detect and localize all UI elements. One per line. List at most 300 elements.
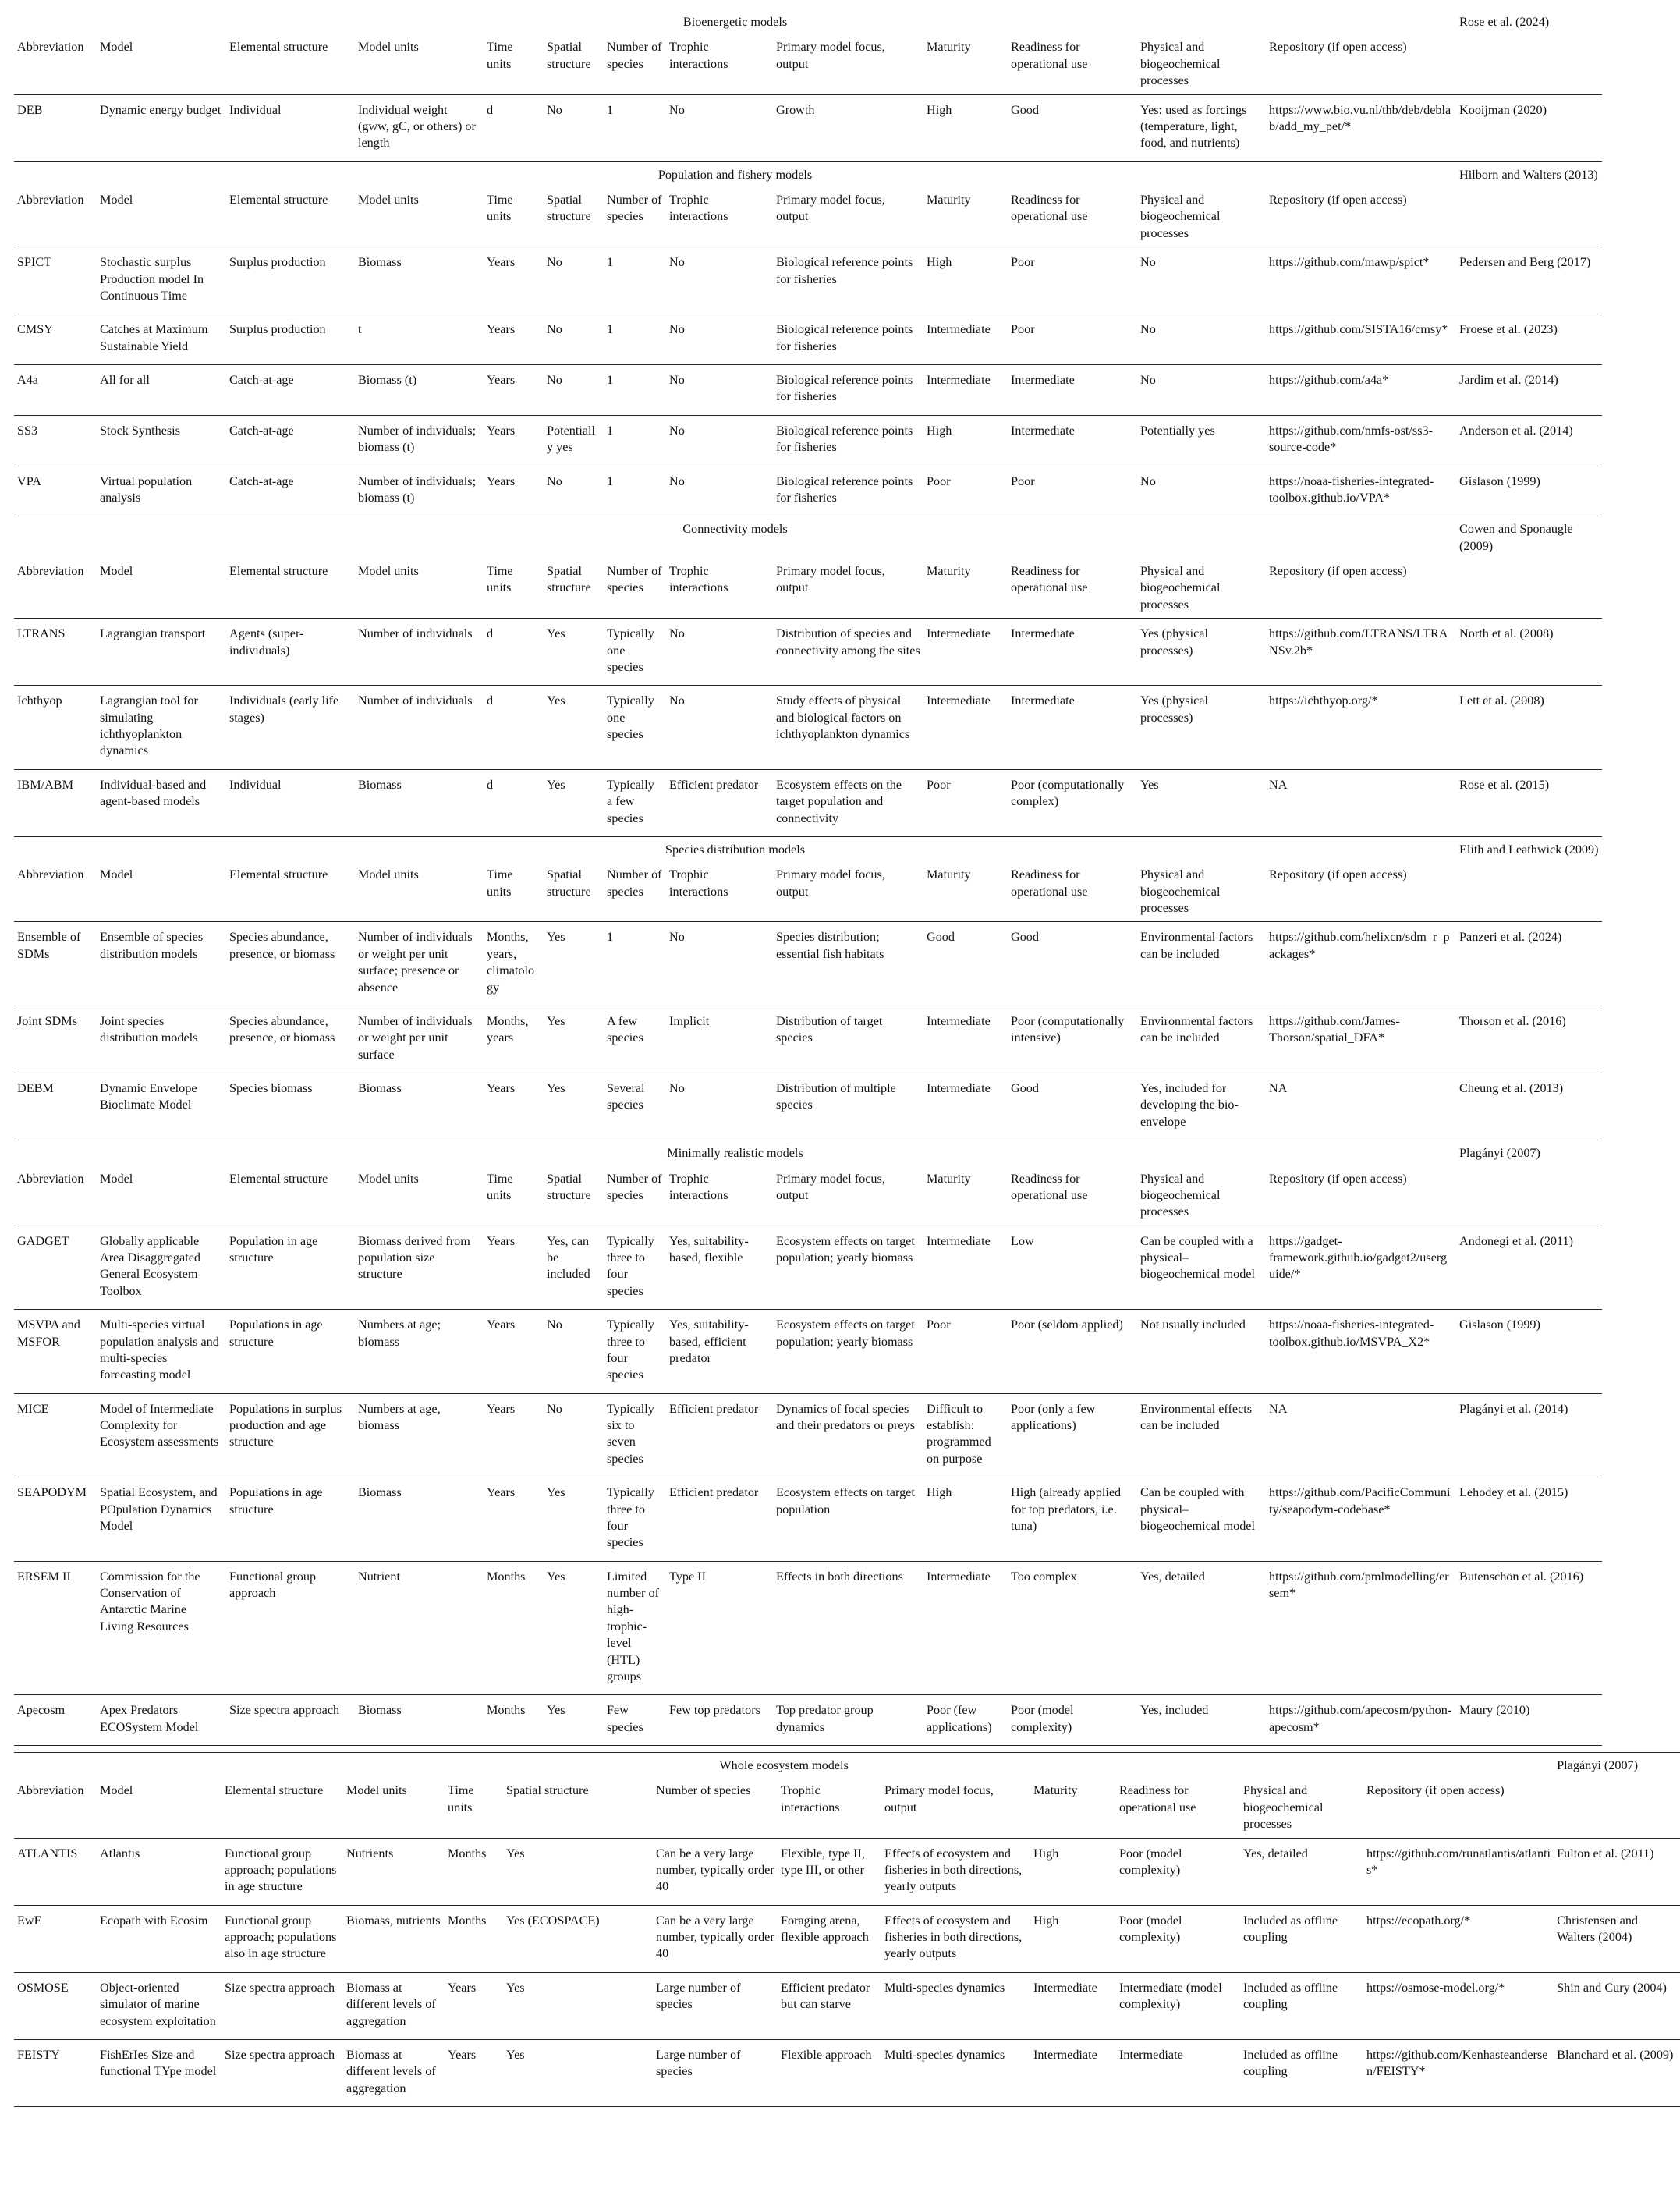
table-cell: Number of individuals or weight per unit surface; presence or absence (355, 922, 484, 1006)
table-cell: https://github.com/runatlantis/atlantis* (1363, 1838, 1554, 1905)
table-cell: Biological reference points for fisheries (773, 415, 923, 466)
table-cell: Multi-species virtual population analysis and multi-species forecasting model (97, 1310, 226, 1394)
table-cell: Biomass derived from population size structure (355, 1226, 484, 1310)
table-cell: Stock Synthesis (97, 415, 226, 466)
column-header: Repository (if open access) (1363, 1779, 1554, 1838)
table-cell: Not usually included (1137, 1310, 1266, 1394)
column-header: Spatial structure (544, 863, 604, 922)
models-table (14, 9, 1602, 1746)
table-cell: No (666, 247, 773, 314)
table-cell: Yes (503, 1838, 653, 1905)
column-header: Readiness for operational use (1008, 863, 1137, 922)
column-header (1456, 35, 1602, 94)
table-cell: SEAPODYM (14, 1477, 97, 1562)
section-title-row (14, 161, 1602, 188)
column-header: Spatial structure (544, 188, 604, 247)
table-cell: Individual-based and agent-based models (97, 769, 226, 836)
table-cell: High (1030, 1838, 1116, 1905)
column-header: Time units (484, 35, 544, 94)
table-cell: Maury (2010) (1456, 1695, 1602, 1746)
table-cell: Can be a very large number, typically order 40 (653, 1905, 778, 1972)
column-header: Model (97, 863, 226, 922)
table-cell: NA (1266, 1073, 1456, 1140)
table-cell: Multi-species dynamics (881, 1972, 1030, 2039)
table-cell: https://github.com/mawp/spict* (1266, 247, 1456, 314)
table-cell: Typically three to four species (604, 1310, 666, 1394)
table-cell: No (666, 365, 773, 416)
table-cell: Years (484, 1226, 544, 1310)
table-cell: Distribution of multiple species (773, 1073, 923, 1140)
table-cell: t (355, 314, 484, 365)
table-cell: Catch-at-age (226, 365, 355, 416)
table-cell: Surplus production (226, 247, 355, 314)
table-cell: Kooijman (2020) (1456, 94, 1602, 161)
table-cell: Biomass at different levels of aggregation (343, 1972, 445, 2039)
column-header: Spatial structure (544, 559, 604, 619)
table-cell: Ichthyop (14, 686, 97, 770)
table-row (14, 1561, 1602, 1695)
table-cell: Yes (544, 769, 604, 836)
table-cell: Poor (1008, 247, 1137, 314)
table-cell: Size spectra approach (222, 1972, 343, 2039)
column-header: Trophic interactions (666, 188, 773, 247)
table-cell: Intermediate (1030, 2039, 1116, 2106)
table-cell: CMSY (14, 314, 97, 365)
column-header: Readiness for operational use (1008, 188, 1137, 247)
table-row (14, 1905, 1680, 1972)
table-cell: 1 (604, 314, 666, 365)
column-header: Physical and biogeochemical processes (1240, 1779, 1363, 1838)
section-title-row (14, 1140, 1602, 1167)
column-header: Readiness for operational use (1008, 559, 1137, 619)
table-cell: VPA (14, 466, 97, 516)
table-cell: Foraging arena, flexible approach (778, 1905, 881, 1972)
table-cell: GADGET (14, 1226, 97, 1310)
column-header: Number of species (604, 1167, 666, 1226)
table-cell: Typically one species (604, 686, 666, 770)
column-header: Repository (if open access) (1266, 1167, 1456, 1226)
table-cell: Included as offline coupling (1240, 2039, 1363, 2106)
table-cell: Plagányi et al. (2014) (1456, 1393, 1602, 1477)
table-cell: Intermediate (1008, 415, 1137, 466)
table-cell: Years (484, 365, 544, 416)
table-cell: Joint SDMs (14, 1006, 97, 1073)
header-row (14, 863, 1602, 922)
header-row (14, 1779, 1680, 1838)
table-cell: 1 (604, 415, 666, 466)
table-cell: Years (484, 415, 544, 466)
column-header: Number of species (604, 559, 666, 619)
table-cell: Nutrient (355, 1561, 484, 1695)
table-cell: Top predator group dynamics (773, 1695, 923, 1746)
table-cell: Environmental effects can be included (1137, 1393, 1266, 1477)
section-title: Species distribution models (14, 836, 1456, 863)
table-cell: Surplus production (226, 314, 355, 365)
table-cell: North et al. (2008) (1456, 619, 1602, 686)
table-cell: Virtual population analysis (97, 466, 226, 516)
table-cell: Difficult to establish: programmed on purpose (923, 1393, 1008, 1477)
table-cell: MICE (14, 1393, 97, 1477)
table-cell: Spatial Ecosystem, and POpulation Dynamics Model (97, 1477, 226, 1562)
column-header: Primary model focus, output (773, 559, 923, 619)
table-cell: Included as offline coupling (1240, 1972, 1363, 2039)
table-cell: Intermediate (923, 1226, 1008, 1310)
table-cell: Low (1008, 1226, 1137, 1310)
table-cell: Andonegi et al. (2011) (1456, 1226, 1602, 1310)
column-header: Maturity (923, 35, 1008, 94)
column-header: Maturity (923, 863, 1008, 922)
table-cell: Poor (seldom applied) (1008, 1310, 1137, 1394)
table-cell: 1 (604, 922, 666, 1006)
table-cell: Efficient predator but can starve (778, 1972, 881, 2039)
table-cell: Ecosystem effects on the target population and connectivity (773, 769, 923, 836)
table-cell: Joint species distribution models (97, 1006, 226, 1073)
table-cell: Yes (544, 686, 604, 770)
table-cell: Yes (544, 1073, 604, 1140)
table-cell: Typically three to four species (604, 1477, 666, 1562)
column-header: Abbreviation (14, 863, 97, 922)
column-header: Abbreviation (14, 1167, 97, 1226)
table-cell: Intermediate (1008, 365, 1137, 416)
table-cell: Atlantis (97, 1838, 222, 1905)
table-cell: d (484, 686, 544, 770)
section-title: Population and fishery models (14, 161, 1456, 188)
table-cell: Typically six to seven species (604, 1393, 666, 1477)
section-reference: Cowen and Sponaugle (2009) (1456, 516, 1602, 559)
table-cell: Biomass (355, 1477, 484, 1562)
table-cell: Yes: used as forcings (temperature, light, food, and nutrients) (1137, 94, 1266, 161)
table-cell: Intermediate (923, 365, 1008, 416)
table-cell: Type II (666, 1561, 773, 1695)
column-header: Abbreviation (14, 559, 97, 619)
column-header: Time units (484, 188, 544, 247)
table-cell: Lehodey et al. (2015) (1456, 1477, 1602, 1562)
table-cell: No (666, 922, 773, 1006)
table-row (14, 1006, 1602, 1073)
table-cell: Months, years (484, 1006, 544, 1073)
table-cell: Biomass (355, 1073, 484, 1140)
table-cell: DEB (14, 94, 97, 161)
column-header: Elemental structure (226, 1167, 355, 1226)
table-cell: Too complex (1008, 1561, 1137, 1695)
table-cell: Intermediate (model complexity) (1116, 1972, 1240, 2039)
header-row (14, 188, 1602, 247)
table-cell: Stochastic surplus Production model In Continuous Time (97, 247, 226, 314)
table-cell: d (484, 94, 544, 161)
table-cell: SPICT (14, 247, 97, 314)
table-cell: Yes (544, 1695, 604, 1746)
table-cell: Dynamics of focal species and their predators or preys (773, 1393, 923, 1477)
table-cell: Poor (model complexity) (1116, 1838, 1240, 1905)
table-cell: Intermediate (923, 1561, 1008, 1695)
table-page (14, 9, 1674, 2107)
table-cell: Yes, suitability-based, flexible (666, 1226, 773, 1310)
table-cell: High (923, 247, 1008, 314)
table-cell: Biomass (355, 1695, 484, 1746)
table-cell: Ensemble of species distribution models (97, 922, 226, 1006)
column-header: Spatial structure (544, 1167, 604, 1226)
table-cell: Blanchard et al. (2009) (1554, 2039, 1680, 2106)
column-header: Repository (if open access) (1266, 35, 1456, 94)
table-cell: Nutrients (343, 1838, 445, 1905)
table-cell: ERSEM II (14, 1561, 97, 1695)
table-cell: High (923, 1477, 1008, 1562)
table-cell: Poor (computationally complex) (1008, 769, 1137, 836)
column-header: Elemental structure (226, 188, 355, 247)
table-cell: Efficient predator (666, 1393, 773, 1477)
column-header: Model units (355, 188, 484, 247)
table-cell: No (1137, 466, 1266, 516)
column-header: Primary model focus, output (773, 188, 923, 247)
table-cell: Biological reference points for fisheries (773, 365, 923, 416)
table-cell: https://github.com/pmlmodelling/ersem* (1266, 1561, 1456, 1695)
table-cell: Years (484, 314, 544, 365)
table-cell: Populations in surplus production and age structure (226, 1393, 355, 1477)
column-header: Model units (355, 1167, 484, 1226)
table-cell: Months (484, 1561, 544, 1695)
table-cell: Individuals (early life stages) (226, 686, 355, 770)
table-cell: Christensen and Walters (2004) (1554, 1905, 1680, 1972)
table-cell: A4a (14, 365, 97, 416)
table-cell: Intermediate (1008, 619, 1137, 686)
header-row (14, 35, 1602, 94)
table-cell: Size spectra approach (222, 2039, 343, 2106)
column-header: Model units (355, 863, 484, 922)
column-header: Elemental structure (226, 35, 355, 94)
table-cell: No (666, 1073, 773, 1140)
section-reference: Plagányi (2007) (1554, 1753, 1680, 1779)
section-title-row (14, 836, 1602, 863)
table-cell: Years (484, 1477, 544, 1562)
table-cell: Poor (1008, 466, 1137, 516)
table-cell: IBM/ABM (14, 769, 97, 836)
column-header: Elemental structure (226, 559, 355, 619)
table-cell: Typically one species (604, 619, 666, 686)
table-cell: Flexible, type II, type III, or other (778, 1838, 881, 1905)
table-cell: Distribution of target species (773, 1006, 923, 1073)
table-cell: Few species (604, 1695, 666, 1746)
table-row (14, 247, 1602, 314)
table-cell: Yes, included (1137, 1695, 1266, 1746)
table-cell: Shin and Cury (2004) (1554, 1972, 1680, 2039)
table-cell: NA (1266, 769, 1456, 836)
table-cell: Environmental factors can be included (1137, 1006, 1266, 1073)
table-cell: Lagrangian tool for simulating ichthyoplankton dynamics (97, 686, 226, 770)
table-row (14, 1310, 1602, 1394)
table-cell: Poor (few applications) (923, 1695, 1008, 1746)
section-title-row (14, 516, 1602, 559)
table-cell: Agents (super-individuals) (226, 619, 355, 686)
table-cell: https://osmose-model.org/* (1363, 1972, 1554, 2039)
column-header: Trophic interactions (778, 1779, 881, 1838)
table-cell: Yes, detailed (1240, 1838, 1363, 1905)
table-cell: Months (445, 1838, 503, 1905)
section-reference: Plagányi (2007) (1456, 1140, 1602, 1167)
table-cell: Included as offline coupling (1240, 1905, 1363, 1972)
section-reference: Hilborn and Walters (2013) (1456, 161, 1602, 188)
section-title: Whole ecosystem models (14, 1753, 1554, 1779)
table-cell: https://gadget-framework.github.io/gadget2/userguide/* (1266, 1226, 1456, 1310)
table-cell: Yes (544, 922, 604, 1006)
table-cell: No (544, 365, 604, 416)
table-cell: Yes, suitability-based, efficient predator (666, 1310, 773, 1394)
table-cell: Catch-at-age (226, 466, 355, 516)
table-cell: Commission for the Conservation of Antarctic Marine Living Resources (97, 1561, 226, 1695)
table-cell: Months, years, climatology (484, 922, 544, 1006)
table-row (14, 1073, 1602, 1140)
table-cell: Size spectra approach (226, 1695, 355, 1746)
table-row (14, 1695, 1602, 1746)
table-cell: https://www.bio.vu.nl/thb/deb/deblab/add_my_pet/* (1266, 94, 1456, 161)
table-cell: No (544, 247, 604, 314)
column-header: Time units (484, 559, 544, 619)
table-cell: Yes (physical processes) (1137, 686, 1266, 770)
column-header: Model (97, 1779, 222, 1838)
table-cell: Yes (544, 1561, 604, 1695)
table-cell: Individual (226, 94, 355, 161)
table-cell: Can be coupled with a physical–biogeochemical model (1137, 1226, 1266, 1310)
table-cell: Large number of species (653, 2039, 778, 2106)
table-cell: No (1137, 314, 1266, 365)
table-row (14, 94, 1602, 161)
table-cell: No (666, 466, 773, 516)
table-cell: All for all (97, 365, 226, 416)
table-row (14, 1226, 1602, 1310)
table-cell: OSMOSE (14, 1972, 97, 2039)
table-cell: https://github.com/a4a* (1266, 365, 1456, 416)
column-header: Model (97, 559, 226, 619)
table-cell: Multi-species dynamics (881, 2039, 1030, 2106)
table-cell: High (923, 94, 1008, 161)
table-cell: Effects of ecosystem and fisheries in both directions, yearly outputs (881, 1905, 1030, 1972)
table-cell: Biomass at different levels of aggregation (343, 2039, 445, 2106)
column-header: Elemental structure (222, 1779, 343, 1838)
table-cell: Few top predators (666, 1695, 773, 1746)
table-cell: Years (484, 466, 544, 516)
table-cell: Catch-at-age (226, 415, 355, 466)
table-cell: Yes (503, 1972, 653, 2039)
table-cell: Catches at Maximum Sustainable Yield (97, 314, 226, 365)
table-cell: Yes, detailed (1137, 1561, 1266, 1695)
column-header (1456, 863, 1602, 922)
table-cell: Effects in both directions (773, 1561, 923, 1695)
section-reference: Elith and Leathwick (2009) (1456, 836, 1602, 863)
table-cell: No (544, 94, 604, 161)
table-cell: Biological reference points for fisheries (773, 314, 923, 365)
table-cell: Flexible approach (778, 2039, 881, 2106)
table-cell: Object-oriented simulator of marine ecosystem exploitation (97, 1972, 222, 2039)
column-header: Primary model focus, output (773, 35, 923, 94)
column-header: Model (97, 1167, 226, 1226)
table-cell: Intermediate (1116, 2039, 1240, 2106)
table-row (14, 466, 1602, 516)
table-cell: Potentially yes (1137, 415, 1266, 466)
table-cell: Intermediate (923, 1073, 1008, 1140)
table-cell: Yes (544, 1477, 604, 1562)
table-cell: DEBM (14, 1073, 97, 1140)
table-cell: Environmental factors can be included (1137, 922, 1266, 1006)
column-header: Physical and biogeochemical processes (1137, 863, 1266, 922)
column-header: Primary model focus, output (773, 863, 923, 922)
table-cell: Lagrangian transport (97, 619, 226, 686)
table-cell: Distribution of species and connectivity among the sites (773, 619, 923, 686)
table-cell: Individual (226, 769, 355, 836)
table-cell: No (666, 686, 773, 770)
column-header: Elemental structure (226, 863, 355, 922)
table-cell: https://noaa-fisheries-integrated-toolbox.github.io/VPA* (1266, 466, 1456, 516)
table-cell: Yes (ECOSPACE) (503, 1905, 653, 1972)
table-cell: Populations in age structure (226, 1477, 355, 1562)
column-header (1456, 559, 1602, 619)
table-cell: d (484, 619, 544, 686)
table-cell: Apex Predators ECOSystem Model (97, 1695, 226, 1746)
table-cell: Population in age structure (226, 1226, 355, 1310)
table-cell: Number of individuals; biomass (t) (355, 466, 484, 516)
table-cell: Biological reference points for fisheries (773, 247, 923, 314)
column-header: Number of species (604, 35, 666, 94)
table-cell: Years (484, 1310, 544, 1394)
table-cell: Ecosystem effects on target population (773, 1477, 923, 1562)
table-cell: Efficient predator (666, 769, 773, 836)
table-row (14, 1477, 1602, 1562)
column-header: Number of species (604, 863, 666, 922)
column-header (1456, 1167, 1602, 1226)
table-cell: Typically a few species (604, 769, 666, 836)
table-cell: 1 (604, 466, 666, 516)
table-cell: Poor (only a few applications) (1008, 1393, 1137, 1477)
table-cell: MSVPA and MSFOR (14, 1310, 97, 1394)
column-header: Trophic interactions (666, 863, 773, 922)
section-title-row (14, 9, 1602, 35)
table-cell: Number of individuals; biomass (t) (355, 415, 484, 466)
column-header: Time units (445, 1779, 503, 1838)
column-header: Abbreviation (14, 188, 97, 247)
table-cell: Cheung et al. (2013) (1456, 1073, 1602, 1140)
column-header: Primary model focus, output (773, 1167, 923, 1226)
table-cell: Panzeri et al. (2024) (1456, 922, 1602, 1006)
table-cell: No (544, 1310, 604, 1394)
table-cell: Poor (923, 1310, 1008, 1394)
table-cell: Poor (1008, 314, 1137, 365)
column-header: Readiness for operational use (1008, 1167, 1137, 1226)
table-cell: Intermediate (923, 686, 1008, 770)
table-cell: Species abundance, presence, or biomass (226, 1006, 355, 1073)
table-cell: Intermediate (923, 314, 1008, 365)
table-row (14, 1972, 1680, 2039)
table-cell: Intermediate (1008, 686, 1137, 770)
table-cell: Functional group approach (226, 1561, 355, 1695)
table-cell: Poor (computationally intensive) (1008, 1006, 1137, 1073)
table-cell: Gislason (1999) (1456, 1310, 1602, 1394)
table-cell: 1 (604, 247, 666, 314)
table-cell: Can be coupled with physical–biogeochemical model (1137, 1477, 1266, 1562)
table-cell: NA (1266, 1393, 1456, 1477)
section-reference: Rose et al. (2024) (1459, 15, 1550, 29)
column-header: Maturity (923, 559, 1008, 619)
section-title: Bioenergetic models (682, 15, 788, 29)
column-header: Repository (if open access) (1266, 188, 1456, 247)
table-cell: Can be a very large number, typically order 40 (653, 1838, 778, 1905)
table-cell: No (544, 314, 604, 365)
table-cell: Years (445, 2039, 503, 2106)
table-cell: Functional group approach; populations in age structure (222, 1838, 343, 1905)
column-header: Maturity (1030, 1779, 1116, 1838)
table-cell: Months (484, 1695, 544, 1746)
column-header: Readiness for operational use (1116, 1779, 1240, 1838)
table-cell: Yes, included for developing the bio-envelope (1137, 1073, 1266, 1140)
table-cell: Intermediate (1030, 1972, 1116, 2039)
table-cell: Number of individuals (355, 619, 484, 686)
